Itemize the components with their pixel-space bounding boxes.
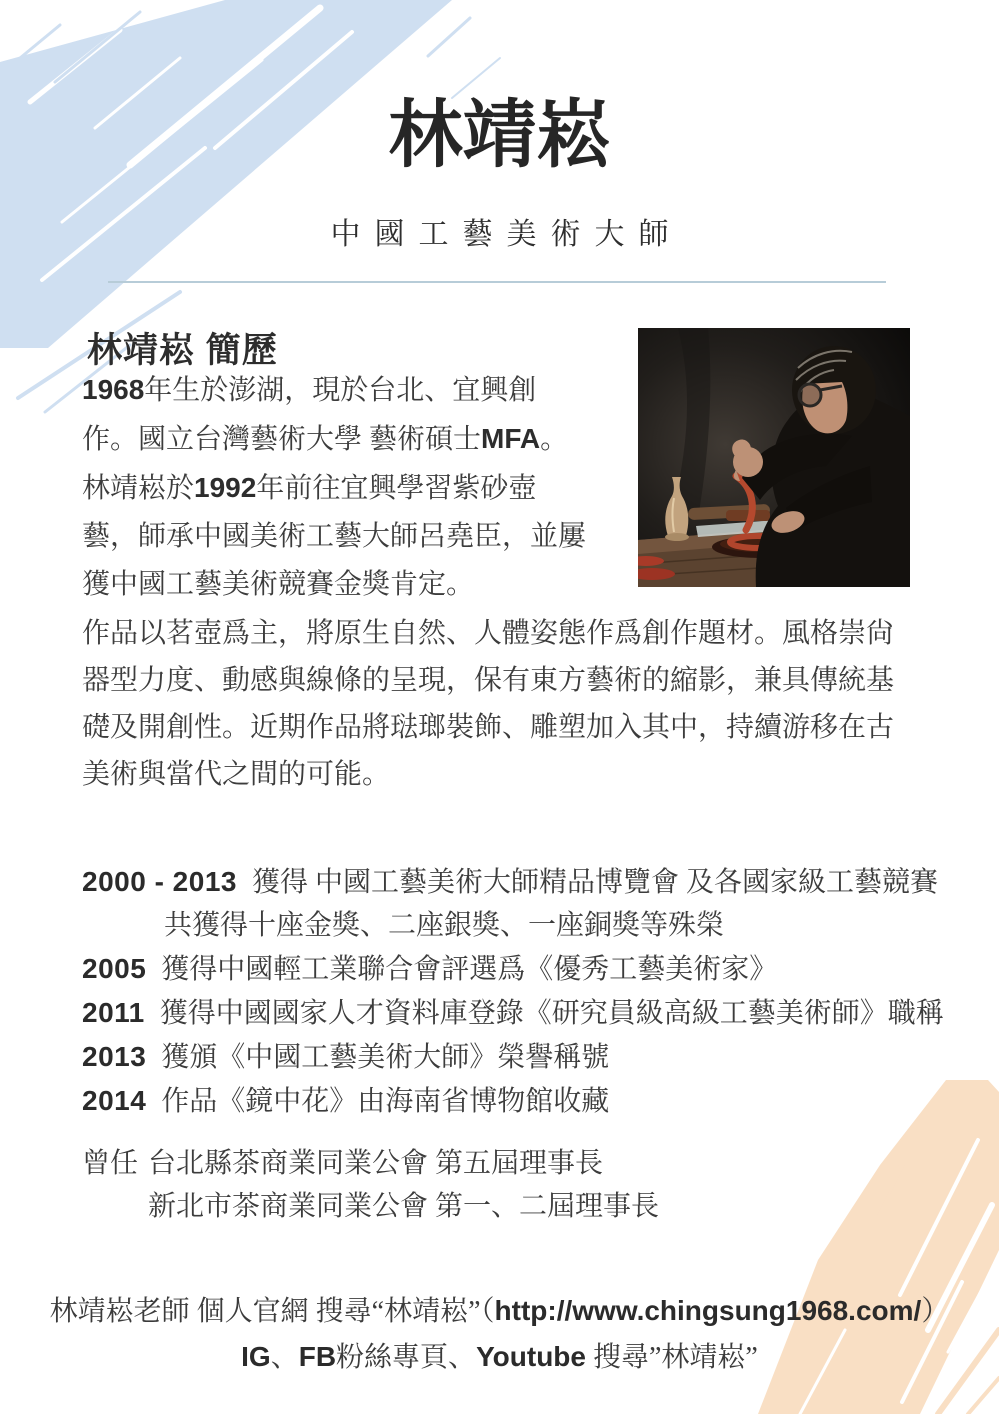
award-year: 2005 [82, 953, 147, 984]
page-subtitle: 中國工藝美術大師 [330, 218, 683, 251]
positions-label: 曾任 [82, 1148, 139, 1179]
award-item [82, 860, 962, 904]
positions-lines [148, 1142, 659, 1228]
award-year: 2013 [82, 1041, 147, 1072]
award-year: 2000 - 2013 [82, 866, 237, 897]
award-item-continuation: 共獲得十座金獎、二座銀獎、一座銅獎等殊榮 [164, 910, 725, 941]
award-item [82, 991, 962, 1035]
page-title: 林靖崧 [388, 93, 611, 176]
degree-abbr: MFA [481, 423, 541, 454]
award-text: 作品《鏡中花》由海南省博物館收藏 [161, 1086, 610, 1117]
instagram-label: IG [241, 1341, 271, 1372]
award-item [82, 1035, 962, 1079]
award-text: 獲得 中國工藝美術大師精品博覽會 及各國家級工藝競賽 [251, 867, 938, 898]
bio-text-segment: 。林靖崧於 [82, 424, 569, 504]
awards-list [82, 860, 962, 1123]
footer [0, 1288, 999, 1380]
bio-text-segment: 年前往宜興學習紫砂壺藝，師承中國美術工藝大師呂堯臣，並屢獲中國工藝美術競賽金獎肯定。 [82, 473, 587, 600]
youtube-label: Youtube [476, 1341, 586, 1372]
footer-text: 搜尋”林靖崧” [585, 1342, 758, 1373]
footer-line-1 [0, 1288, 999, 1334]
award-item [82, 1079, 962, 1123]
bio-text-segment: 年生於澎湖，現於台北、宜興創作。國立台灣藝術大學 藝術碩士 [82, 375, 537, 455]
bio-heading: 林靖崧 簡歷 [87, 331, 278, 370]
footer-text: 林靖崧老師 個人官網 搜尋“林靖崧”（ [49, 1296, 495, 1327]
website-url: http://www.chingsung1968.com/ [494, 1295, 922, 1326]
award-item [82, 947, 962, 991]
position-line: 台北縣茶商業同業公會 第五屆理事長 [148, 1148, 604, 1179]
award-year: 2014 [82, 1085, 147, 1116]
divider-line [108, 281, 886, 283]
footer-text: 、 [270, 1342, 299, 1373]
award-text: 獲頒《中國工藝美術大師》榮譽稱號 [161, 1042, 610, 1073]
position-line: 新北市茶商業同業公會 第一、二屆理事長 [148, 1191, 660, 1222]
artist-photo [638, 328, 910, 587]
footer-text: 粉絲專頁、 [336, 1342, 477, 1373]
award-year: 2011 [82, 997, 145, 1028]
positions-section [82, 1142, 942, 1228]
study-year: 1992 [194, 472, 257, 503]
footer-text: ） [921, 1296, 950, 1327]
bio-paragraph-1 [82, 366, 587, 609]
footer-line-2 [0, 1334, 999, 1380]
award-text: 獲得中國國家人才資料庫登錄《研究員級高級工藝美術師》職稱 [159, 998, 944, 1029]
bio-paragraph-2: 作品以茗壺爲主，將原生自然、人體姿態作爲創作題材。風格崇尙器型力度、動感與線條的呈現，保有東方藝術的縮影，兼具傳統基礎及開創性。近期作品將琺瑯裝飾、雕塑加入其中，持續游移在古美術與當代之間的可能。 [82, 618, 895, 790]
facebook-label: FB [298, 1341, 337, 1372]
award-text: 獲得中國輕工業聯合會評選爲《優秀工藝美術家》 [161, 954, 778, 985]
birth-year: 1968 [82, 374, 145, 405]
